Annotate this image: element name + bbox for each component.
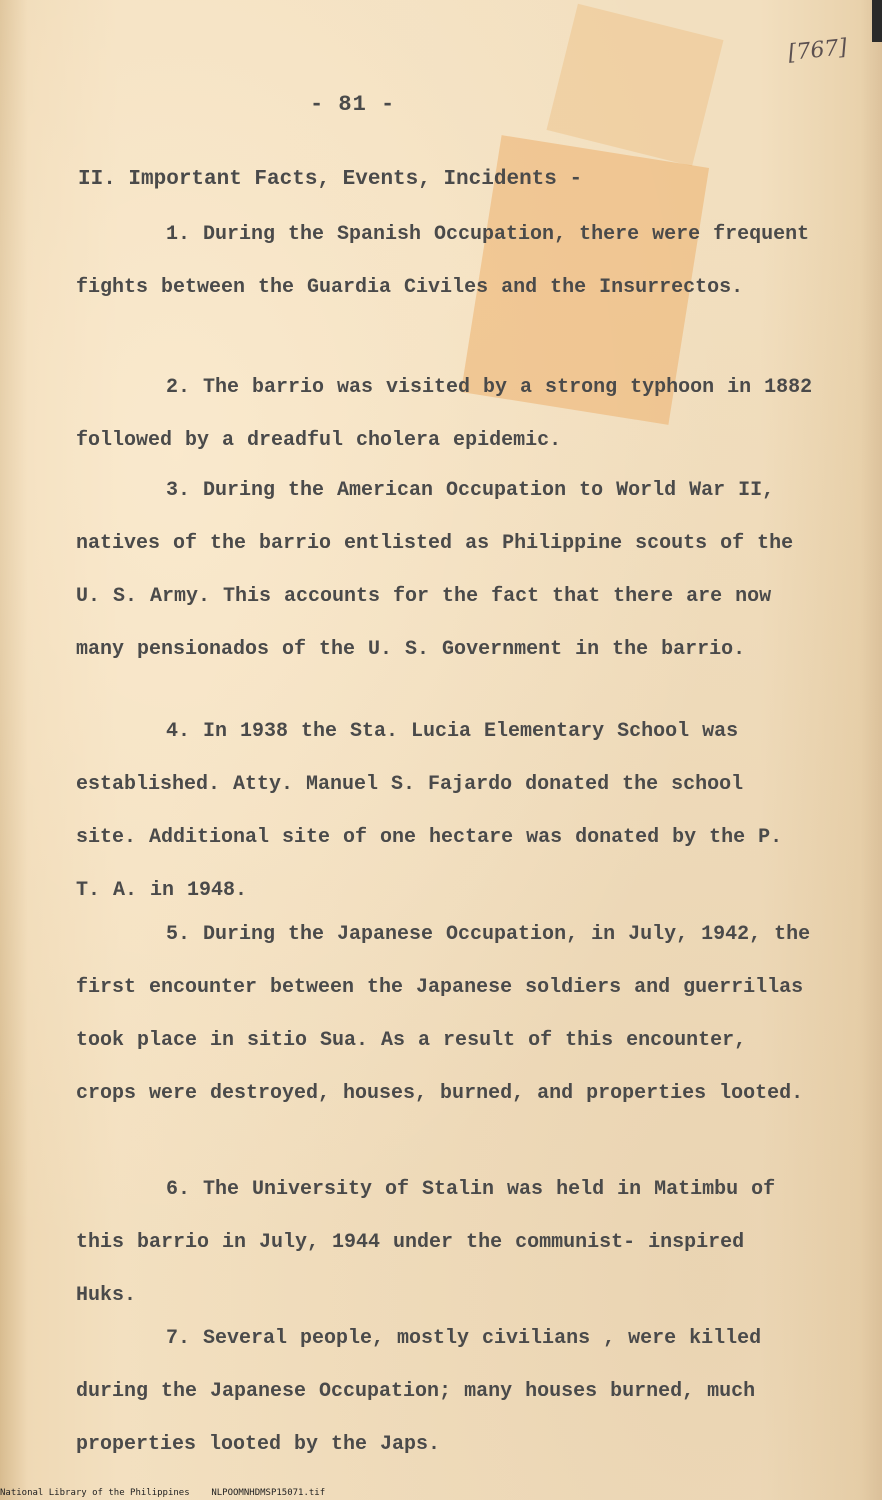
paragraph-7: 7. Several people, mostly civilians , were killed during the Japanese Occupation; many houses burned, much properties looted by the Japs. (76, 1327, 762, 1456)
footer-filename: NLPOOMNHDMSP15071.tif (211, 1488, 326, 1498)
scan-footer (0, 1488, 325, 1498)
paragraph-2: 2. The barrio was visited by a strong typhoon in 1882 followed by a dreadful cholera epidemic. (76, 376, 813, 452)
handwritten-annotation: [767] (786, 34, 849, 67)
scan-edge (872, 0, 882, 42)
tape-mark (547, 4, 724, 166)
footer-source: National Library of the Philippines (0, 1488, 190, 1498)
paragraph-4: 4. In 1938 the Sta. Lucia Elementary School was established. Atty. Manuel S. Fajardo donated the school site. Additional site of one hectare was donated by the P. T. A. in 1948. (76, 720, 783, 902)
paragraph-5: 5. During the Japanese Occupation, in July, 1942, the first encounter between the Japanese soldiers and guerrillas took place in sitio Sua. As a result of this encounter, crops were destroyed, houses, burned, and properties looted. (76, 923, 811, 1105)
paragraph-3: 3. During the American Occupation to World War II, natives of the barrio entlisted as Philippine scouts of the U. S. Army. This accounts for the fact that there are now many pensionados of the U. S. Government in the barrio. (76, 479, 794, 661)
page-number: - 81 - (310, 92, 396, 117)
paragraph-1: 1. During the Spanish Occupation, there were frequent fights between the Guardia Civiles and the Insurrectos. (76, 223, 810, 299)
paragraph-6: 6. The University of Stalin was held in Matimbu of this barrio in July, 1944 under the communist- inspired Huks. (76, 1178, 776, 1307)
section-heading: II. Important Facts, Events, Incidents - (78, 168, 583, 191)
